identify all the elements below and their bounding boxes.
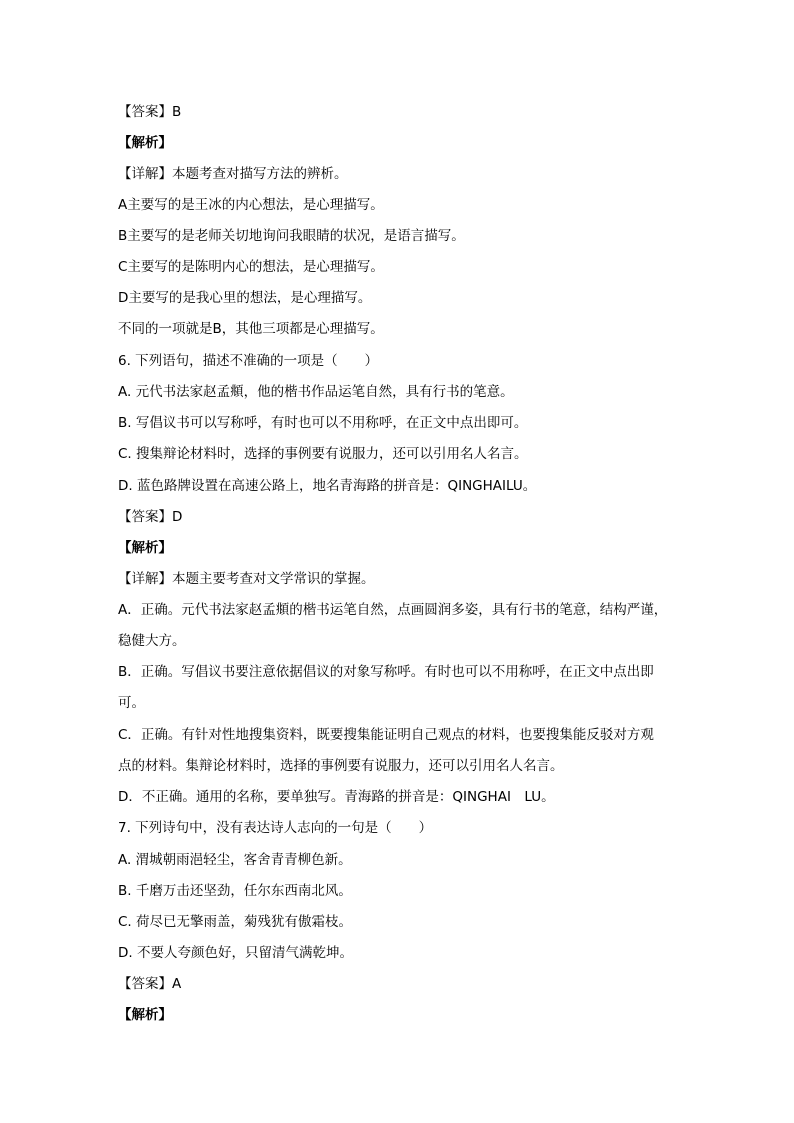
option-c: C. 荷尽已无擎雨盖，菊残犹有傲霜枝。 [118, 914, 353, 930]
body-text: 不同的一项就是B，其他三项都是心理描写。 [118, 321, 384, 337]
analysis-heading: 【解析】 [118, 540, 172, 556]
question-6: 6. 下列语句，描述不准确的一项是（ ） [118, 353, 379, 369]
answer-label: 【答案】B [118, 104, 182, 120]
body-text: D．不正确。通用的名称，要单独写。青海路的拼音是：QINGHAI LU。 [118, 789, 555, 805]
body-text: 可。 [118, 695, 145, 711]
analysis-heading: 【解析】 [118, 135, 172, 151]
option-b: B. 写倡议书可以写称呼，有时也可以不用称呼，在正文中点出即可。 [118, 415, 528, 431]
body-text: B．正确。写倡议书要注意依据倡议的对象写称呼。有时也可以不用称呼，在正文中点出即 [118, 664, 654, 680]
option-b: B. 千磨万击还坚劲，任尔东西南北风。 [118, 883, 352, 899]
option-d: D. 蓝色路牌设置在高速公路上，地名青海路的拼音是：QINGHAILU。 [118, 478, 537, 494]
body-text: 点的材料。集辩论材料时，选择的事例要有说服力，还可以引用名人名言。 [118, 758, 564, 774]
body-text: D主要写的是我心里的想法，是心理描写。 [118, 290, 372, 306]
detail-text: 【详解】本题主要考查对文学常识的掌握。 [118, 571, 375, 587]
body-text: B主要写的是老师关切地询问我眼睛的状况，是语言描写。 [118, 228, 465, 244]
detail-text: 【详解】本题考查对描写方法的辨析。 [118, 166, 348, 182]
answer-label: 【答案】A [118, 976, 182, 992]
body-text: C主要写的是陈明内心的想法，是心理描写。 [118, 259, 384, 275]
option-a: A. 渭城朝雨浥轻尘，客舍青青柳色新。 [118, 852, 352, 868]
body-text: C．正确。有针对性地搜集资料，既要搜集能证明自己观点的材料，也要搜集能反驳对方观 [118, 727, 654, 743]
option-d: D. 不要人夸颜色好，只留清气满乾坤。 [118, 945, 353, 961]
body-text: 稳健大方。 [118, 633, 186, 649]
question-7: 7. 下列诗句中，没有表达诗人志向的一句是（ ） [118, 820, 433, 836]
body-text: A．正确。元代书法家赵孟頫的楷书运笔自然，点画圆润多姿，具有行书的笔意，结构严谨， [118, 602, 668, 618]
body-text: A主要写的是王冰的内心想法，是心理描写。 [118, 197, 384, 213]
option-c: C. 搜集辩论材料时，选择的事例要有说服力，还可以引用名人名言。 [118, 446, 528, 462]
option-a: A. 元代书法家赵孟頫，他的楷书作品运笔自然，具有行书的笔意。 [118, 384, 514, 400]
analysis-heading: 【解析】 [118, 1007, 172, 1023]
answer-label: 【答案】D [118, 509, 183, 525]
